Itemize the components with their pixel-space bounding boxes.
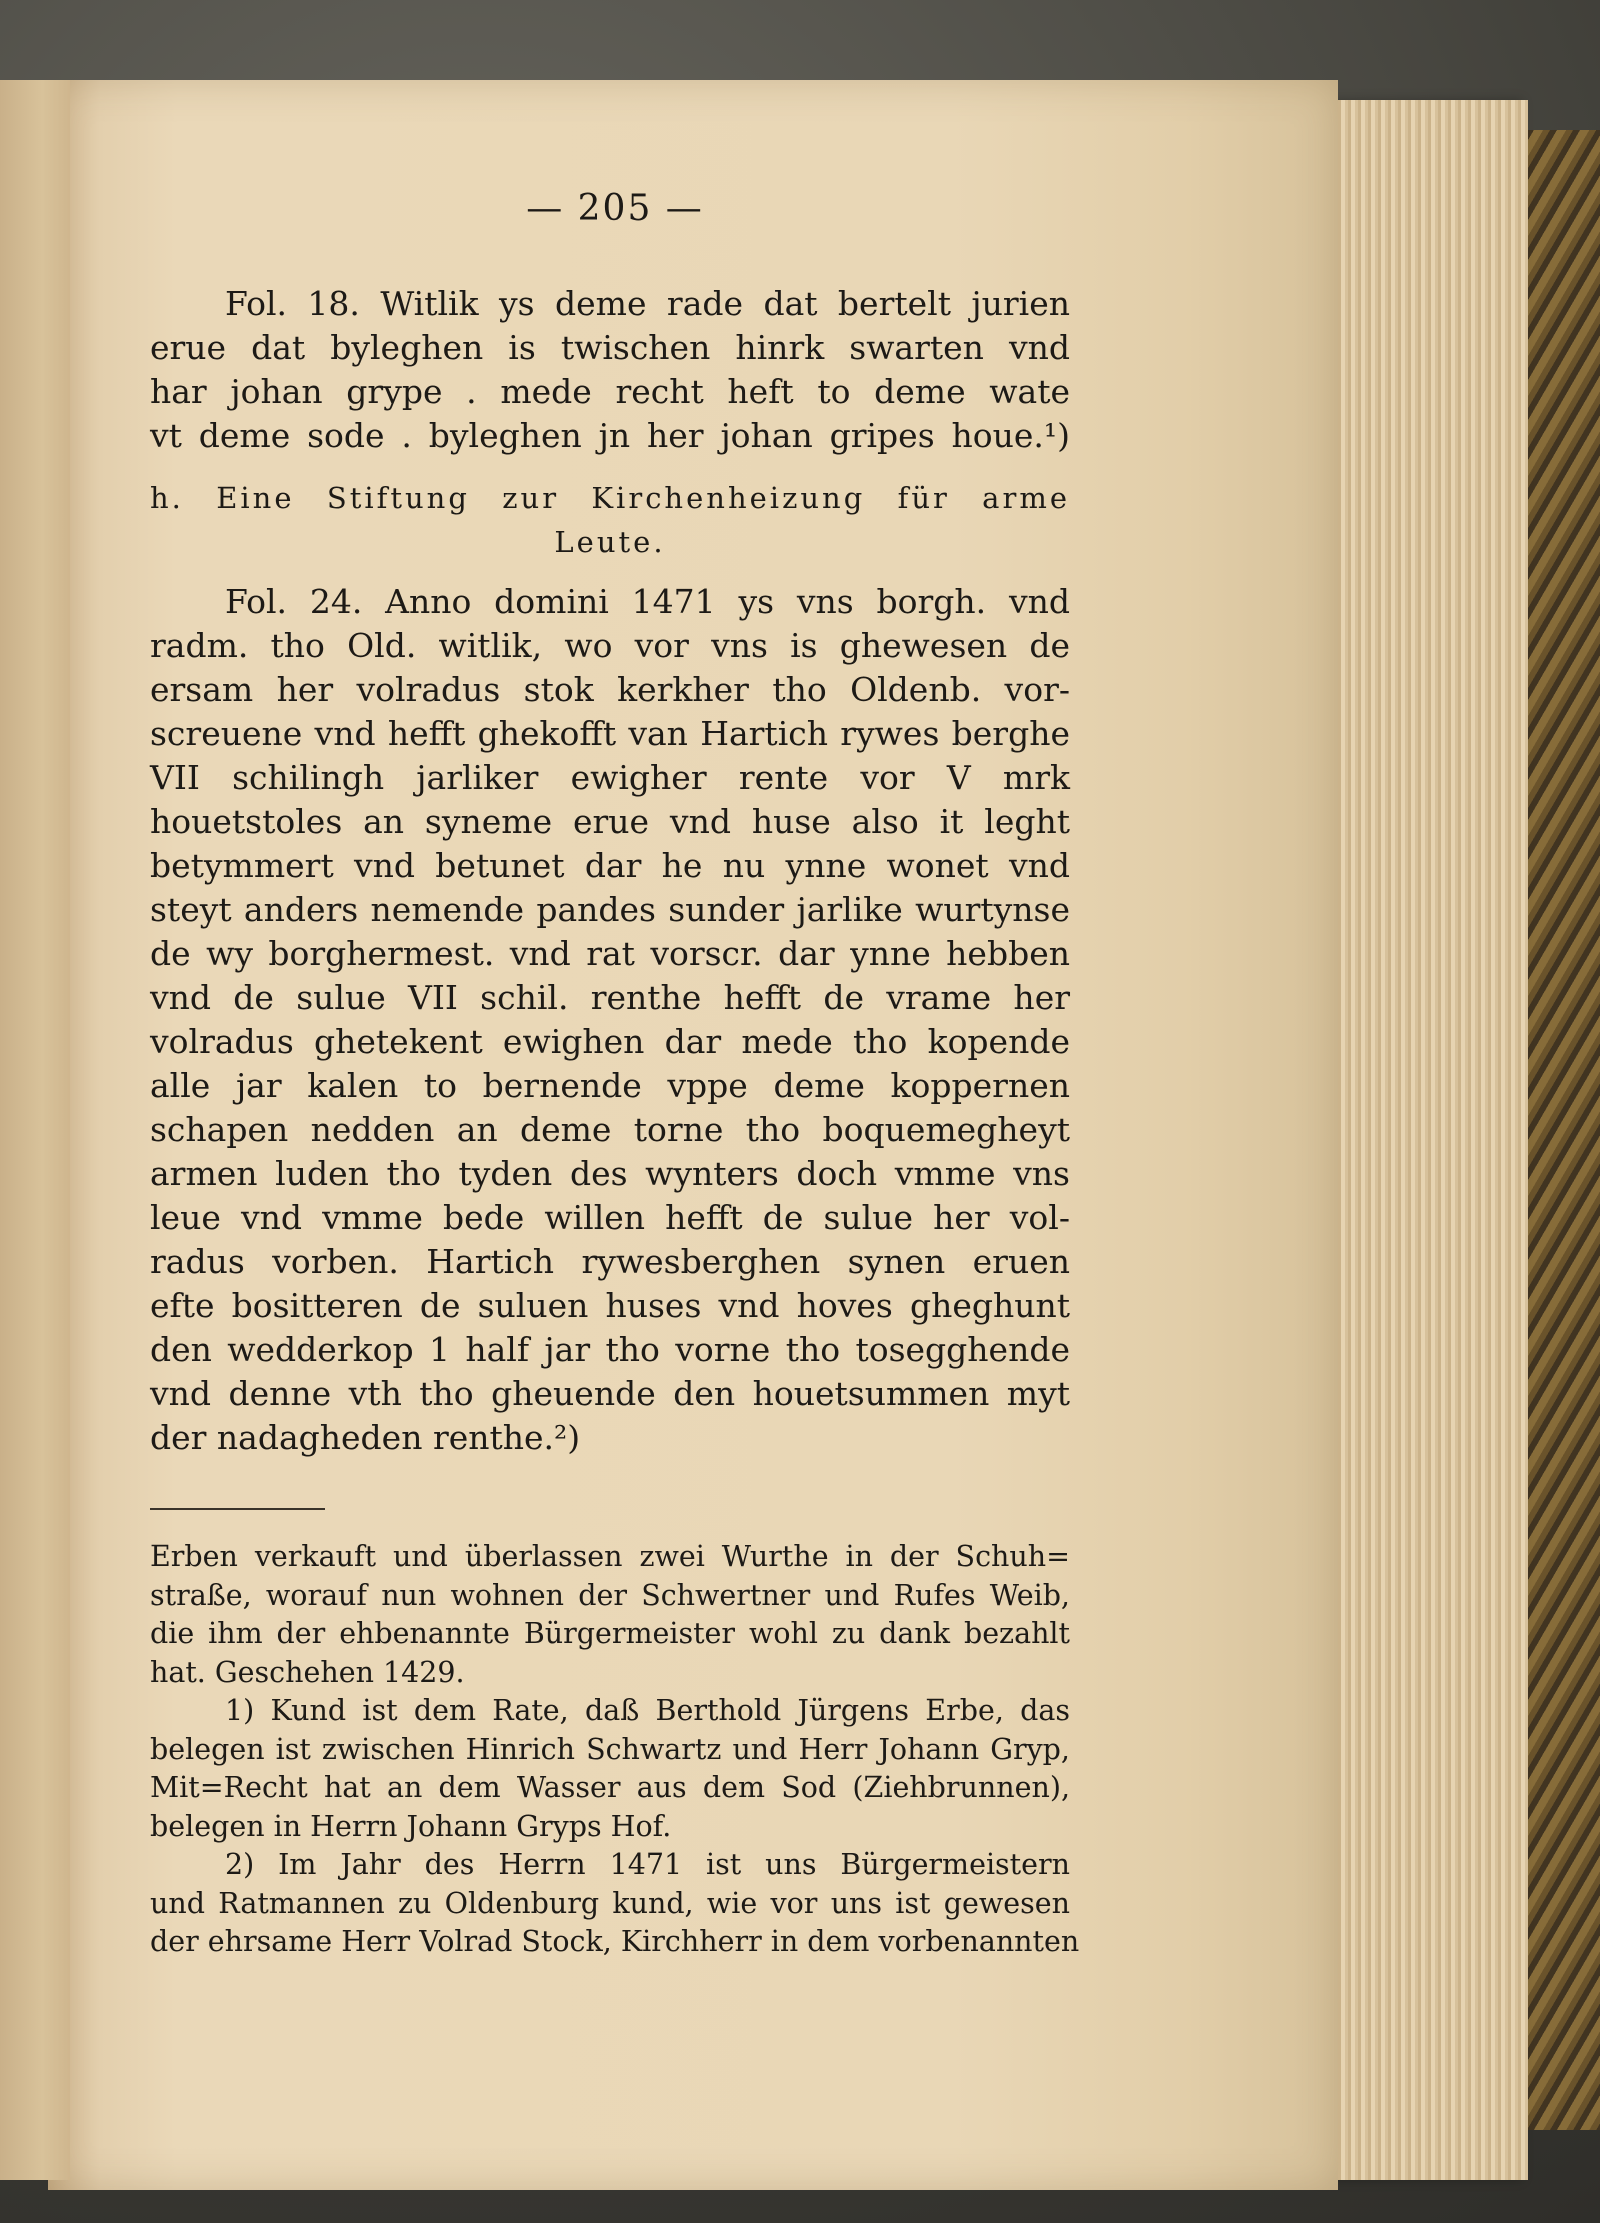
text-line: vt deme sode . byleghen jn her johan gripes houe.¹) [150,416,1070,455]
text-line: radm. tho Old. witlik, wo vor vns is ghewesen de [150,626,1070,665]
section-heading [150,476,1070,564]
footnote-rule [150,1508,325,1510]
text-line: VII schilingh jarliker ewigher rente vor V mrk [150,758,1070,797]
text-line: volradus ghetekent ewighen dar mede tho kopende [150,1022,1070,1061]
footnote-line: 1) Kund ist dem Rate, daß Berthold Jürgens Erbe, das [225,1694,1070,1727]
text-line: Fol. 18. Witlik ys deme rade dat bertelt jurien [225,284,1070,323]
footnote-line: 2) Im Jahr des Herrn 1471 ist uns Bürgermeistern [225,1848,1070,1881]
page-number: — 205 — [526,188,704,229]
text-line: erue dat byleghen is twischen hinrk swarten vnd [150,328,1070,367]
text-line: der nadagheden renthe.²) [150,1418,581,1457]
text-line: schapen nedden an deme torne tho boquemegheyt [150,1110,1070,1149]
text-line: vnd denne vth tho gheuende den houetsummen myt [150,1374,1070,1413]
footnote-line: Mit=Recht hat an dem Wasser aus dem Sod (Ziehbrunnen), [150,1771,1070,1804]
text-line: leue vnd vmme bede willen hefft de sulue her vol- [150,1198,1070,1237]
footnotes [150,1538,1080,1962]
page-edges [1318,100,1528,2180]
text-line: alle jar kalen to bernende vppe deme koppernen [150,1066,1070,1105]
gutter [0,80,70,2180]
paragraph-fol-24 [150,580,1070,1460]
text-line: vnd de sulue VII schil. renthe hefft de vrame her [150,978,1070,1017]
text-line: har johan grype . mede recht heft to deme wate [150,372,1070,411]
footnote-1 [150,1692,1070,1846]
text-line: de wy borghermest. vnd rat vorscr. dar ynne hebben [150,934,1070,973]
footnote-line: straße, worauf nun wohnen der Schwertner und Rufes Weib, [150,1578,1070,1612]
text-line: steyt anders nemende pandes sunder jarlike wurtynse [150,890,1070,929]
footnote-line: belegen ist zwischen Hinrich Schwartz und Herr Johann Gryp, [150,1732,1070,1766]
footnote-continued [150,1538,1070,1692]
heading-line: Leute. [554,525,666,559]
text-line: betymmert vnd betunet dar he nu ynne wonet vnd [150,846,1070,885]
footnote-line: der ehrsame Herr Volrad Stock, Kirchherr in dem vorbenannten [150,1925,1080,1958]
paragraph-fol-18 [150,282,1070,458]
footnote-line: hat. Geschehen 1429. [150,1655,465,1689]
text-line: den wedderkop 1 half jar tho vorne tho tosegghende [150,1330,1070,1369]
text-line: armen luden tho tyden des wynters doch vmme vns [150,1154,1070,1193]
text-line: screuene vnd hefft ghekofft van Hartich rywes berghe [150,714,1070,753]
marbled-board [1520,130,1600,2130]
text-line: houetstoles an syneme erue vnd huse also it leght [150,802,1070,841]
footnote-line: Erben verkauft und überlassen zwei Wurthe in der Schuh= [150,1540,1070,1573]
text-line: Fol. 24. Anno domini 1471 ys vns borgh. vnd [225,582,1070,621]
main-text [150,282,1070,1460]
text-line: efte bositteren de suluen huses vnd hoves gheghunt [150,1286,1070,1325]
heading-line: h. Eine Stiftung zur Kirchenheizung für arme [150,481,1070,515]
footnote-2 [150,1846,1080,1962]
footnote-line: und Ratmannen zu Oldenburg kund, wie vor uns ist gewesen [150,1886,1070,1920]
footnote-line: belegen in Herrn Johann Gryps Hof. [150,1809,672,1843]
text-line: radus vorben. Hartich rywesberghen synen eruen [150,1242,1070,1281]
footnote-line: die ihm der ehbenannte Bürgermeister wohl zu dank bezahlt [150,1617,1070,1650]
text-line: ersam her volradus stok kerkher tho Oldenb. vor- [150,670,1070,709]
